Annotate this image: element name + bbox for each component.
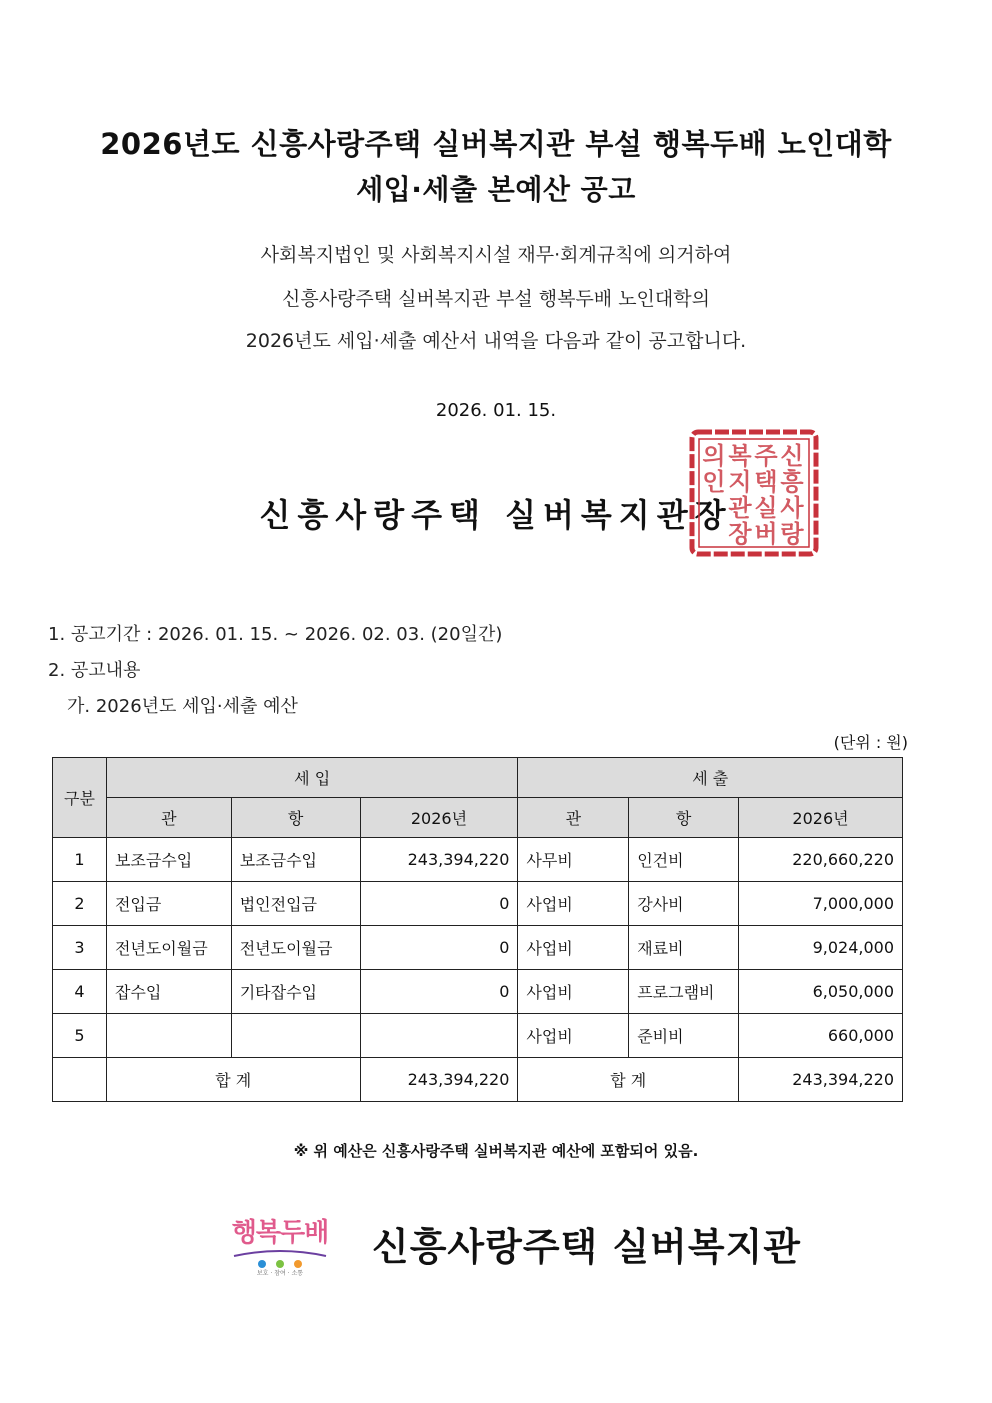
- budget-note: ※ 위 예산은 신흥사랑주택 실버복지관 예산에 포함되어 있음.: [293, 1142, 699, 1160]
- expense-gwan-cell: 사업비: [518, 882, 629, 926]
- expense-total-amount: 243,394,220: [739, 1058, 903, 1102]
- budget-table: [52, 757, 903, 1102]
- seal-character: 신: [780, 442, 804, 470]
- logo-wordmark: 행복두배: [231, 1218, 329, 1248]
- table-header-row: [53, 758, 903, 798]
- column-header: 항: [629, 798, 739, 838]
- notice-subtitle: 세입·세출 본예산 공고: [356, 173, 636, 206]
- logo-dot: [258, 1260, 266, 1268]
- revenue-gwan-cell: [106, 1014, 231, 1058]
- notice-period: 1. 공고기간 : 2026. 01. 15. ~ 2026. 02. 03. (20일간): [48, 624, 503, 645]
- expense-gwan-cell: 사무비: [518, 838, 629, 882]
- expense-hang-cell: 강사비: [629, 882, 739, 926]
- expense-amount-cell: 6,050,000: [739, 970, 903, 1014]
- revenue-amount-cell: 0: [360, 882, 518, 926]
- category-header: 구분: [53, 758, 107, 838]
- expense-amount-cell: 7,000,000: [739, 882, 903, 926]
- expense-total-label: 합 계: [518, 1058, 739, 1102]
- issuer-name: 신흥사랑주택 실버복지관장: [259, 496, 733, 534]
- seal-character: 인: [702, 468, 726, 496]
- revenue-amount-cell: [360, 1014, 518, 1058]
- notice-content-heading: 2. 공고내용: [48, 660, 141, 681]
- table-total-row: [53, 1058, 903, 1102]
- intro-line: 신흥사랑주택 실버복지관 부설 행복두배 노인대학의: [282, 288, 710, 310]
- revenue-gwan-cell: 전입금: [106, 882, 231, 926]
- table-row: [53, 970, 903, 1014]
- organization-name: 신흥사랑주택 실버복지관: [372, 1225, 802, 1269]
- column-header: 2026년: [360, 798, 518, 838]
- revenue-gwan-cell: 보조금수입: [106, 838, 231, 882]
- row-number: 2: [53, 882, 107, 926]
- expense-hang-cell: 재료비: [629, 926, 739, 970]
- revenue-hang-cell: 기타잡수입: [231, 970, 360, 1014]
- column-header: 2026년: [739, 798, 903, 838]
- official-seal-stamp: [688, 428, 820, 558]
- expense-gwan-cell: 사업비: [518, 926, 629, 970]
- expense-gwan-cell: 사업비: [518, 1014, 629, 1058]
- seal-character: 실: [754, 494, 778, 522]
- revenue-total-amount: 243,394,220: [360, 1058, 518, 1102]
- revenue-gwan-cell: 잡수입: [106, 970, 231, 1014]
- seal-character: 의: [702, 442, 726, 470]
- table-row: [53, 882, 903, 926]
- seal-character: 장: [728, 520, 752, 548]
- expense-header: 세 출: [518, 758, 903, 798]
- seal-character: 관: [728, 494, 752, 522]
- table-row: [53, 838, 903, 882]
- revenue-amount-cell: 243,394,220: [360, 838, 518, 882]
- seal-character: 흥: [780, 468, 804, 496]
- revenue-hang-cell: [231, 1014, 360, 1058]
- budget-subheading: 가. 2026년도 세입·세출 예산: [67, 696, 298, 717]
- notice-date: 2026. 01. 15.: [435, 400, 557, 421]
- seal-character: 버: [754, 520, 778, 548]
- seal-character: 지: [728, 468, 752, 496]
- column-header: 관: [518, 798, 629, 838]
- logo-dot: [276, 1260, 284, 1268]
- revenue-gwan-cell: 전년도이월금: [106, 926, 231, 970]
- row-number: 4: [53, 970, 107, 1014]
- table-row: [53, 1014, 903, 1058]
- table-row: [53, 926, 903, 970]
- revenue-hang-cell: 보조금수입: [231, 838, 360, 882]
- seal-character: 사: [780, 494, 804, 522]
- empty-cell: [53, 1058, 107, 1102]
- expense-hang-cell: 프로그램비: [629, 970, 739, 1014]
- row-number: 5: [53, 1014, 107, 1058]
- expense-gwan-cell: 사업비: [518, 970, 629, 1014]
- intro-line: 2026년도 세입·세출 예산서 내역을 다음과 같이 공고합니다.: [245, 330, 747, 352]
- revenue-total-label: 합 계: [106, 1058, 360, 1102]
- expense-amount-cell: 9,024,000: [739, 926, 903, 970]
- seal-character: 택: [754, 468, 778, 496]
- seal-character: 랑: [780, 520, 804, 548]
- expense-amount-cell: 660,000: [739, 1014, 903, 1058]
- column-header: 관: [106, 798, 231, 838]
- row-number: 3: [53, 926, 107, 970]
- logo-dot: [294, 1260, 302, 1268]
- logo-tagline: 보호 · 참여 · 소통: [256, 1270, 304, 1277]
- column-header: 항: [231, 798, 360, 838]
- row-number: 1: [53, 838, 107, 882]
- revenue-hang-cell: 법인전입금: [231, 882, 360, 926]
- expense-hang-cell: 인건비: [629, 838, 739, 882]
- table-subheader-row: [53, 798, 903, 838]
- revenue-hang-cell: 전년도이월금: [231, 926, 360, 970]
- seal-character: 주: [754, 442, 778, 470]
- intro-line: 사회복지법인 및 사회복지시설 재무·회계규칙에 의거하여: [260, 244, 732, 266]
- revenue-amount-cell: 0: [360, 970, 518, 1014]
- revenue-amount-cell: 0: [360, 926, 518, 970]
- expense-hang-cell: 준비비: [629, 1014, 739, 1058]
- seal-character: 복: [728, 442, 752, 470]
- revenue-header: 세 입: [106, 758, 517, 798]
- expense-amount-cell: 220,660,220: [739, 838, 903, 882]
- unit-label: (단위 : 원): [833, 733, 908, 752]
- notice-title: 2026년도 신흥사랑주택 실버복지관 부설 행복두배 노인대학: [100, 127, 892, 161]
